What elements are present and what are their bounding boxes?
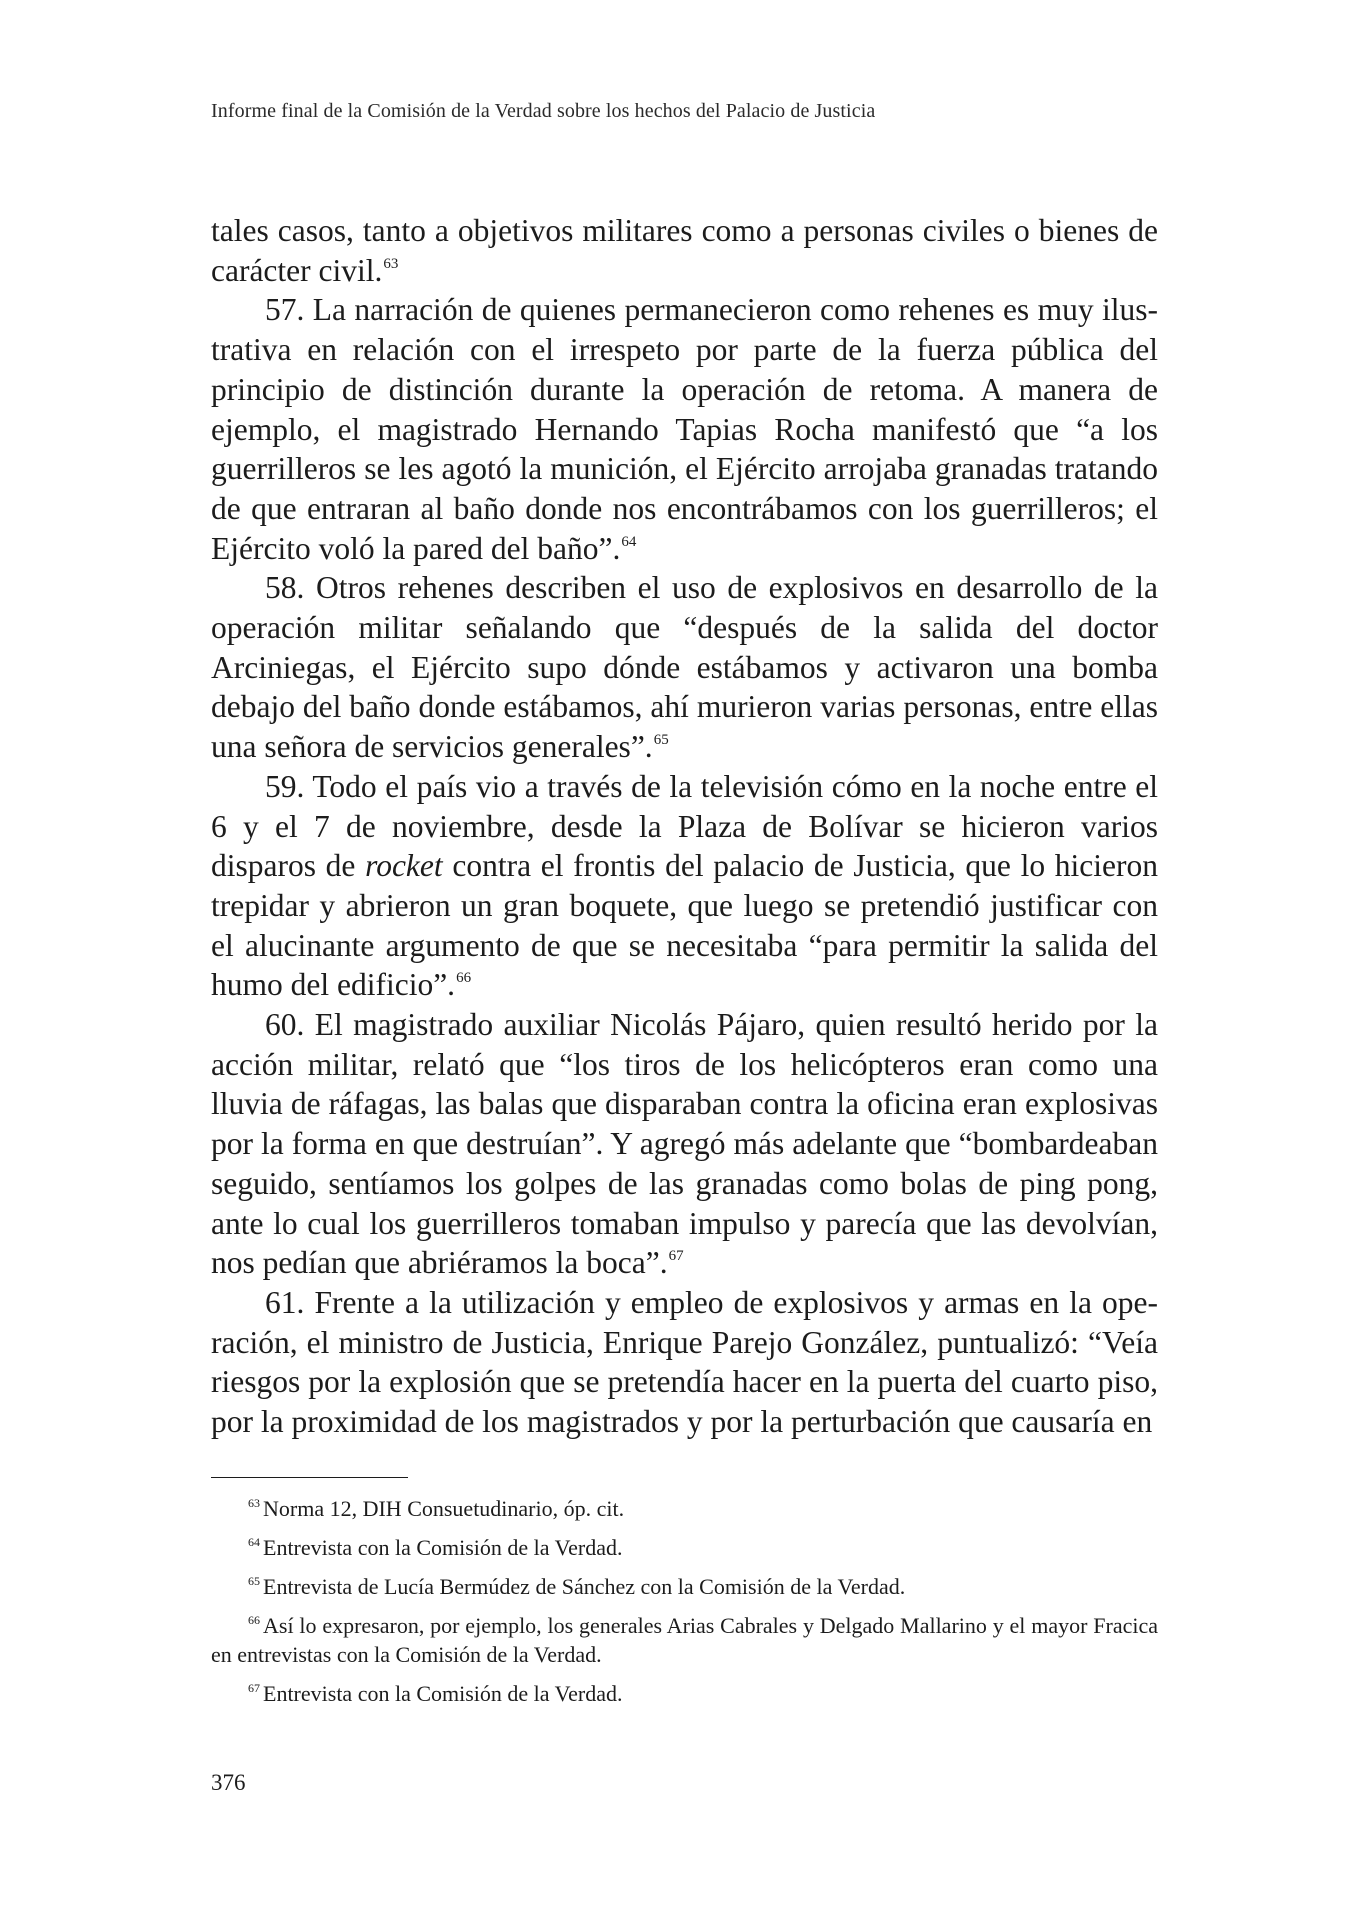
paragraph-text: tales casos, tanto a objetivos militares como a personas civiles o bienes de carácter civil. — [211, 213, 1158, 288]
footnotes — [211, 1494, 1158, 1718]
paragraph — [211, 1283, 1158, 1442]
footnote-number: 65 — [248, 1574, 260, 1588]
footnote-number: 66 — [248, 1613, 260, 1627]
paragraph-text: 61. Frente a la utilización y empleo de explosivos y armas en la operación, el ministro de Justicia, Enrique Parejo González, puntualizó: “Veía riesgos por la explosión que se pretendía hacer en la puerta del cuarto piso, por la proximidad de los magistrados y por la perturbación que causaría en — [211, 1284, 1158, 1440]
footnote — [211, 1679, 1158, 1708]
footnote-ref: 67 — [668, 1248, 684, 1265]
footnote — [211, 1572, 1158, 1601]
footnote-text: Entrevista de Lucía Bermúdez de Sánchez con la Comisión de la Verdad. — [263, 1574, 906, 1599]
running-head: Informe final de la Comisión de la Verdad sobre los hechos del Palacio de Justicia — [211, 100, 876, 122]
paragraph-text: 58. Otros rehenes describen el uso de explosivos en desarrollo de la operación militar señalando que “después de la salida del doctor Arciniegas, el Ejército supo dónde estábamos y activaron una bomba debajo del baño donde estábamos, ahí murieron varias personas, entre ellas una señora de servicios generales”. — [211, 570, 1158, 765]
paragraph-text: 59. Todo el país vio a través de la televisión cómo en la noche entre el 6 y el 7 de noviembre, desde la Plaza de Bolívar se hicieron varios disparos de — [211, 768, 1158, 884]
paragraph-text: 60. El magistrado auxiliar Nicolás Pájaro, quien resultó herido por la acción militar, relató que “los tiros de los helicópteros eran como una lluvia de ráfagas, las balas que disparaban contra la oficina eran explosivas por la forma en que destruían”. Y agregó más adelante que “bombardeaban seguido, sentíamos los golpes de las granadas como bolas de ping pong, ante lo cual los guerrilleros tomaban impulso y parecía que las devolvían, nos pedían que abriéramos la boca”. — [211, 1007, 1158, 1281]
paragraph — [211, 290, 1158, 568]
footnote-number: 63 — [248, 1496, 260, 1510]
footnote — [211, 1611, 1158, 1669]
footnote-separator — [211, 1477, 408, 1478]
footnote-text: Entrevista con la Comisión de la Verdad. — [263, 1681, 623, 1706]
paragraph — [211, 767, 1158, 1005]
paragraph-text: 57. La narración de quienes permanecieron como rehenes es muy ilustrativa en relación con el irrespeto por parte de la fuerza pública del principio de distinción durante la operación de retoma. A manera de ejemplo, el magistrado Hernando Tapias Rocha manifestó que “a los guerrilleros se les agotó la munición, el Ejército arrojaba granadas tratando de que entraran al baño donde nos encontrábamos con los guerrilleros; el Ejército voló la pared del baño”. — [211, 292, 1158, 566]
page-number: 376 — [211, 1770, 246, 1795]
paragraph — [211, 1005, 1158, 1283]
footnote-ref: 64 — [621, 533, 637, 550]
footnote-text: Así lo expresaron, por ejemplo, los generales Arias Cabrales y Delgado Mallarino y el mayor Fracica en entrevistas con la Comisión de la Verdad. — [211, 1613, 1158, 1667]
footnote-text: Norma 12, DIH Consuetudinario, óp. cit. — [263, 1496, 625, 1521]
paragraph-text: contra el frontis del palacio de Justicia, que lo hicieron trepidar y abrieron un gran boquete, que luego se pretendió justificar con el alucinante argumento de que se necesitaba “para permitir la salida del humo del edificio”. — [211, 848, 1158, 1003]
paragraph — [211, 211, 1158, 290]
body-text — [211, 211, 1158, 1442]
footnote-ref: 63 — [383, 255, 399, 272]
footnote-ref: 66 — [456, 970, 472, 987]
footnote-text: Entrevista con la Comisión de la Verdad. — [263, 1535, 623, 1560]
footnote-number: 67 — [248, 1681, 260, 1695]
paragraph — [211, 568, 1158, 767]
footnote — [211, 1494, 1158, 1523]
italic-term: rocket — [365, 848, 443, 884]
footnote-ref: 65 — [653, 732, 669, 749]
footnote-number: 64 — [248, 1535, 260, 1549]
footnote — [211, 1533, 1158, 1562]
